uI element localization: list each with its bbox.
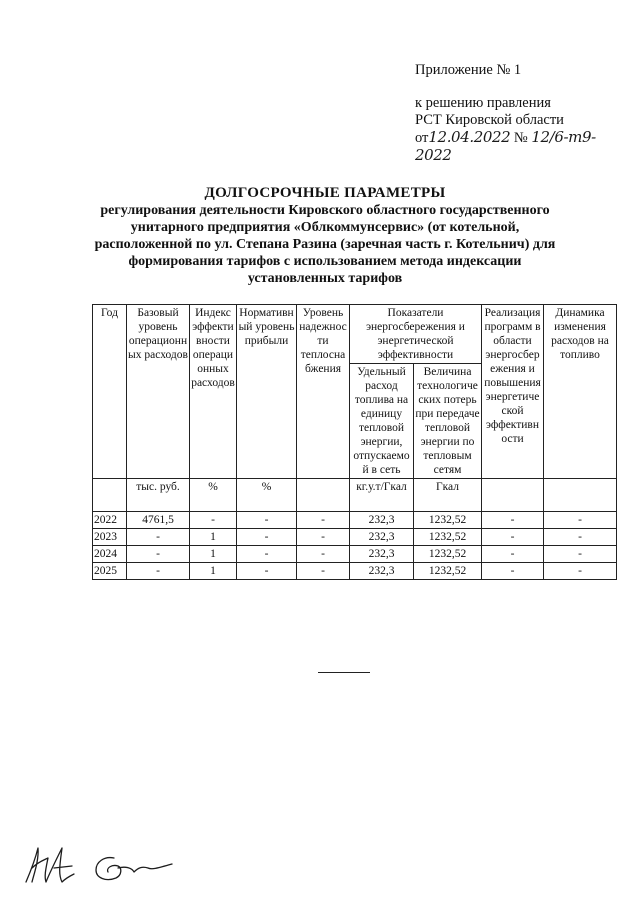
cell-profit: - [237,563,297,580]
unit-base-level: тыс. руб. [127,479,190,512]
header-reliability: Уровень надежности теплоснабжения [297,305,350,479]
from-prefix: от [415,130,429,146]
cell-base: 4761,5 [127,512,190,529]
appendix-date-line [415,129,630,165]
units-row [93,479,617,512]
cell-year: 2023 [93,529,127,546]
number-sign: № [513,130,528,146]
unit-tech-losses: Гкал [414,479,482,512]
parameters-table [92,304,617,580]
header-row [93,305,617,364]
cell-fuel: 232,3 [350,529,414,546]
cell-reliability: - [297,529,350,546]
cell-index: 1 [190,563,237,580]
handwritten-decision-number: 12/6-т9-2022 [415,128,596,164]
cell-fuel: 232,3 [350,546,414,563]
cell-profit: - [237,546,297,563]
title-line-5: формирования тарифов с использованием метода индексации [128,254,522,269]
cell-programs: - [482,529,544,546]
unit-specific-fuel: кг.у.т/Гкал [350,479,414,512]
cell-dynamics: - [544,546,617,563]
header-year: Год [93,305,127,479]
header-efficiency-index: Индекс эффективности операционных расходов [190,305,237,479]
cell-index: 1 [190,529,237,546]
unit-efficiency-index: % [190,479,237,512]
unit-reliability [297,479,350,512]
cell-base: - [127,546,190,563]
cell-losses: 1232,52 [414,563,482,580]
header-fuel-dynamics: Динамика изменения расходов на топливо [544,305,617,479]
header-base-level: Базовый уровень операционных расходов [127,305,190,479]
title-line-3: унитарного предприятия «Облкоммунсервис» (от котельной, [130,220,520,235]
unit-year [93,479,127,512]
header-energy-group: Показатели энергосбережения и энергетической эффективности [350,305,482,364]
cell-profit: - [237,512,297,529]
title-line-6: установленных тарифов [247,271,403,286]
table-row [93,563,617,580]
cell-year: 2022 [93,512,127,529]
appendix-authority-line: РСТ Кировской области [415,112,564,128]
cell-fuel: 232,3 [350,563,414,580]
header-specific-fuel: Удельный расход топлива на единицу тепловой энергии, отпускаемой в сеть [350,364,414,479]
cell-dynamics: - [544,529,617,546]
appendix-decision-line: к решению правления [415,95,551,111]
cell-index: - [190,512,237,529]
cell-programs: - [482,546,544,563]
header-tech-losses: Величина технологических потерь при передаче тепловой энергии по тепловым сетям [414,364,482,479]
document-title [70,185,580,287]
cell-losses: 1232,52 [414,529,482,546]
header-normative-profit: Нормативный уровень прибыли [237,305,297,479]
title-line-2: регулирования деятельности Кировского областного государственного [100,203,550,218]
cell-index: 1 [190,546,237,563]
title-line-4: расположенной по ул. Степана Разина (заречная часть г. Котельнич) для [94,237,556,252]
header-programs: Реализация программ в области энергосбережения и повышения энергетической эффективности [482,305,544,479]
unit-fuel-dynamics [544,479,617,512]
unit-programs [482,479,544,512]
cell-profit: - [237,529,297,546]
appendix-block [415,62,630,165]
cell-fuel: 232,3 [350,512,414,529]
title-heading: ДОЛГОСРОЧНЫЕ ПАРАМЕТРЫ [204,185,446,201]
cell-dynamics: - [544,563,617,580]
cell-losses: 1232,52 [414,512,482,529]
cell-reliability: - [297,563,350,580]
cell-reliability: - [297,512,350,529]
unit-normative-profit: % [237,479,297,512]
table-row [93,529,617,546]
cell-reliability: - [297,546,350,563]
handwritten-signature [22,838,182,888]
cell-year: 2024 [93,546,127,563]
cell-dynamics: - [544,512,617,529]
table-row [93,546,617,563]
cell-programs: - [482,512,544,529]
cell-base: - [127,563,190,580]
handwritten-date: 12.04.2022 [428,128,511,146]
separator-line [318,672,370,673]
cell-programs: - [482,563,544,580]
cell-year: 2025 [93,563,127,580]
cell-losses: 1232,52 [414,546,482,563]
appendix-number: Приложение № 1 [415,62,522,78]
cell-base: - [127,529,190,546]
table-row [93,512,617,529]
